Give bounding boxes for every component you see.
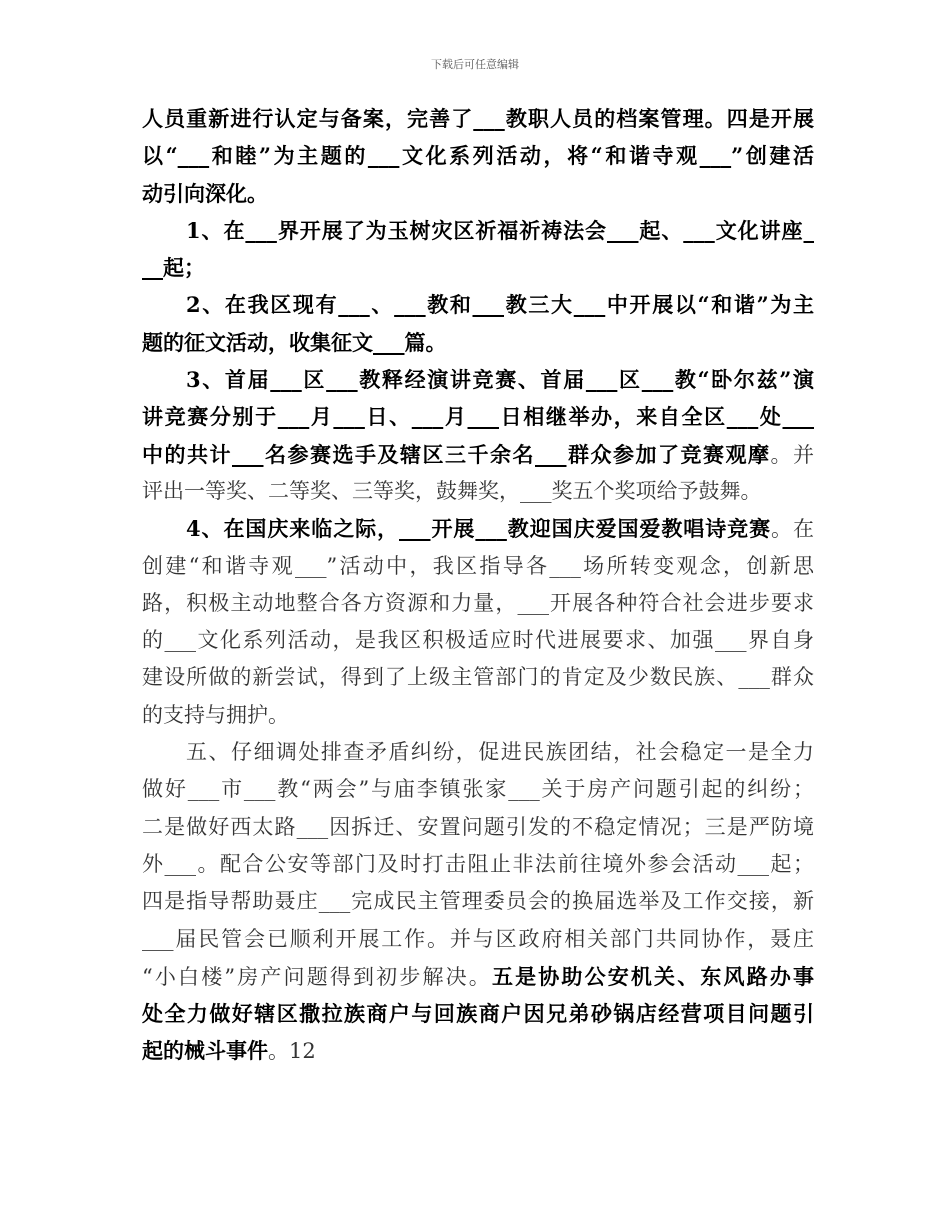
text-line [142, 137, 814, 174]
bold-text-segment: 讲竞赛分别于___月___日、___月___日相继举办，来自全区___处___ [142, 404, 814, 430]
text-line [142, 361, 814, 398]
text-line [142, 734, 814, 771]
text-segment: 五、仔细调处排查矛盾纠纷，促进民族团结，社会稳定一是全力 [186, 740, 814, 765]
bold-text-segment: 以“___和睦”为主题的___文化系列活动，将“和谐寺观___”创建活 [142, 143, 814, 169]
text-segment: ___届民管会已顺利开展工作。并与区政府相关部门共同协作，聂庄 [142, 926, 814, 951]
text-segment: 的支持与拥护。 [142, 702, 289, 727]
text-line [142, 100, 814, 137]
text-line [142, 659, 814, 696]
text-segment: 路，积极主动地整合各方资源和力量，___开展各种符合社会进步要求 [142, 590, 814, 615]
text-line [142, 436, 814, 473]
text-line [142, 510, 814, 547]
text-line [142, 697, 814, 734]
text-line [142, 622, 814, 659]
text-segment: 。并 [770, 442, 814, 467]
document-body [142, 100, 814, 1070]
bold-text-segment: 题的征文活动，收集征文___篇。 [142, 329, 447, 355]
bold-text-segment: 2、在我区现有___、___教和___教三大___中开展以“和谐”为主 [186, 292, 814, 318]
text-line [142, 995, 814, 1032]
bold-text-segment: __起； [142, 255, 205, 281]
text-segment: 二是做好西太路___因拆迁、安置问题引发的不稳定情况；三是严防境 [142, 814, 814, 839]
text-segment: 评出一等奖、二等奖、三等奖，鼓舞奖，___奖五个奖项给予鼓舞。 [142, 478, 762, 503]
text-line [142, 809, 814, 846]
text-segment: 。12 [268, 1039, 316, 1064]
text-line [142, 324, 814, 361]
bold-text-segment: 处全力做好辖区撒拉族商户与回族商户因兄弟砂锅店经营项目问题引 [142, 1001, 814, 1027]
text-line [142, 585, 814, 622]
text-segment: “小白楼”房产问题得到初步解决。 [142, 964, 492, 989]
text-line [142, 1032, 814, 1069]
bold-text-segment: 五是协助公安机关、东风路办事 [491, 963, 814, 989]
text-line [142, 398, 814, 435]
text-line [142, 175, 814, 212]
text-line [142, 473, 814, 510]
text-line [142, 846, 814, 883]
text-line [142, 212, 814, 249]
text-line [142, 883, 814, 920]
text-line [142, 249, 814, 286]
bold-text-segment: 起的械斗事件 [142, 1038, 268, 1064]
text-line [142, 921, 814, 958]
bold-text-segment: 4、在国庆来临之际，___开展___教迎国庆爱国爱教唱诗竞赛 [186, 516, 772, 542]
text-segment: 外___。配合公安等部门及时打击阻止非法前往境外参会活动___起； [142, 851, 814, 876]
text-segment: 的___文化系列活动，是我区积极适应时代进展要求、加强___界自身 [142, 628, 814, 653]
text-segment: 四是指导帮助聂庄___完成民主管理委员会的换届选举及工作交接，新 [142, 889, 814, 914]
bold-text-segment: 动引向深化。 [142, 180, 268, 206]
bold-text-segment: 3、首届___区___教释经演讲竞赛、首届___区___教“卧尔兹”演 [186, 367, 814, 393]
text-line [142, 771, 814, 808]
text-line [142, 958, 814, 995]
bold-text-segment: 中的共计___名参赛选手及辖区三千余名___群众参加了竞赛观摩 [142, 441, 771, 467]
text-segment: 建设所做的新尝试，得到了上级主管部门的肯定及少数民族、___群众 [142, 665, 814, 690]
text-segment: 创建“和谐寺观___”活动中，我区指导各___场所转变观念，创新思 [142, 553, 814, 578]
bold-text-segment: 人员重新进行认定与备案，完善了___教职人员的档案管理。四是开展 [142, 106, 814, 131]
text-line [142, 548, 814, 585]
text-line [142, 286, 814, 323]
text-segment: 。在 [771, 517, 814, 542]
bold-text-segment: 1、在___界开展了为玉树灾区祈福祈祷法会___起、___文化讲座_ [186, 217, 814, 243]
page-header-note: 下载后可任意编辑 [431, 58, 519, 71]
text-segment: 做好___市___教“两会”与庙李镇张家___关于房产问题引起的纠纷； [142, 777, 814, 802]
